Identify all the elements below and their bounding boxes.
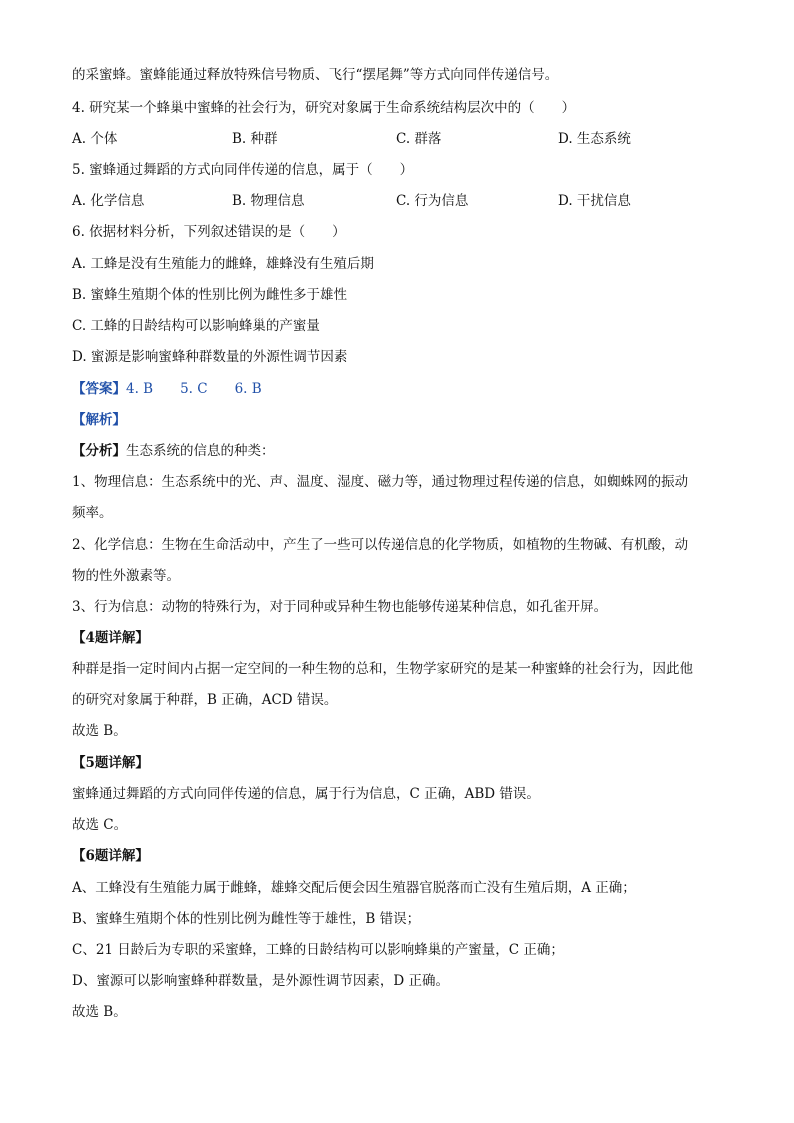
fenxi-item2-line2: 物的性外激素等。: [72, 568, 180, 584]
fenxi-item1-line1: 1、物理信息：生态系统中的光、声、温度、湿度、磁力等，通过物理过程传递的信息，如蜘蛛网的振动: [72, 474, 689, 490]
question-5-option-b: B. 物理信息: [232, 193, 305, 209]
question-5-stem: 5. 蜜蜂通过舞蹈的方式向同伴传递的信息，属于（ ）: [72, 162, 414, 178]
fenxi-item3: 3、行为信息：动物的特殊行为，对于同种或异种生物也能够传递某种信息，如孔雀开屏。: [72, 599, 608, 615]
question-4-stem: 4. 研究某一个蜂巢中蜜蜂的社会行为，研究对象属于生命系统结构层次中的（ ）: [72, 100, 576, 116]
answer-text: 4. B 5. C 6. B: [126, 381, 262, 397]
detail6-choice: 故选 B。: [72, 1004, 127, 1020]
detail4-line2: 的研究对象属于种群，B 正确，ACD 错误。: [72, 692, 338, 708]
detail4-line1: 种群是指一定时间内占据一定空间的一种生物的总和，生物学家研究的是某一种蜜蜂的社会行为，因此他: [72, 661, 693, 677]
question-6-option-d: D. 蜜源是影响蜜蜂种群数量的外源性调节因素: [72, 349, 348, 365]
question-6-option-c: C. 工蜂的日龄结构可以影响蜂巢的产蜜量: [72, 318, 320, 334]
question-4-option-d: D. 生态系统: [558, 131, 631, 147]
detail5-tag: 【5题详解】: [72, 755, 149, 771]
fenxi-item2-line1: 2、化学信息：生物在生命活动中，产生了一些可以传递信息的化学物质，如植物的生物碱、有机酸，动: [72, 537, 689, 553]
detail6-d: D、蜜源可以影响蜜蜂种群数量，是外源性调节因素，D 正确。: [72, 973, 449, 989]
detail6-b: B、蜜蜂生殖期个体的性别比例为雌性等于雄性，B 错误；: [72, 911, 421, 927]
detail5-line1: 蜜蜂通过舞蹈的方式向同伴传递的信息，属于行为信息，C 正确，ABD 错误。: [72, 786, 540, 802]
fenxi-item1-line2: 频率。: [72, 505, 113, 521]
question-6-stem: 6. 依据材料分析，下列叙述错误的是（ ）: [72, 224, 346, 240]
detail5-choice: 故选 C。: [72, 817, 128, 833]
question-5-option-a: A. 化学信息: [72, 193, 145, 209]
fenxi-tag: 【分析】: [72, 443, 126, 459]
analysis-tag: 【解析】: [72, 412, 126, 428]
answer-line: [72, 380, 262, 398]
detail6-a: A、工蜂没有生殖能力属于雌蜂，雄蜂交配后便会因生殖器官脱落而亡没有生殖后期，A 正确；: [72, 880, 636, 896]
question-5-option-d: D. 干扰信息: [558, 193, 631, 209]
detail4-tag: 【4题详解】: [72, 630, 149, 646]
fenxi-line: [72, 442, 275, 460]
answer-tag: 【答案】: [72, 381, 126, 397]
question-4-option-b: B. 种群: [232, 131, 278, 147]
detail4-choice: 故选 B。: [72, 723, 127, 739]
question-4-option-a: A. 个体: [72, 131, 118, 147]
question-6-option-b: B. 蜜蜂生殖期个体的性别比例为雌性多于雄性: [72, 287, 348, 303]
intro-tail-text: 的采蜜蜂。蜜蜂能通过释放特殊信号物质、飞行“摆尾舞”等方式向同伴传递信号。: [72, 67, 559, 83]
detail6-tag: 【6题详解】: [72, 848, 149, 864]
question-5-option-c: C. 行为信息: [396, 193, 469, 209]
fenxi-title: 生态系统的信息的种类：: [126, 443, 275, 459]
detail6-c: C、21 日龄后为专职的采蜜蜂，工蜂的日龄结构可以影响蜂巢的产蜜量，C 正确；: [72, 942, 564, 958]
question-4-option-c: C. 群落: [396, 131, 442, 147]
question-6-option-a: A. 工蜂是没有生殖能力的雌蜂，雄蜂没有生殖后期: [72, 256, 374, 272]
